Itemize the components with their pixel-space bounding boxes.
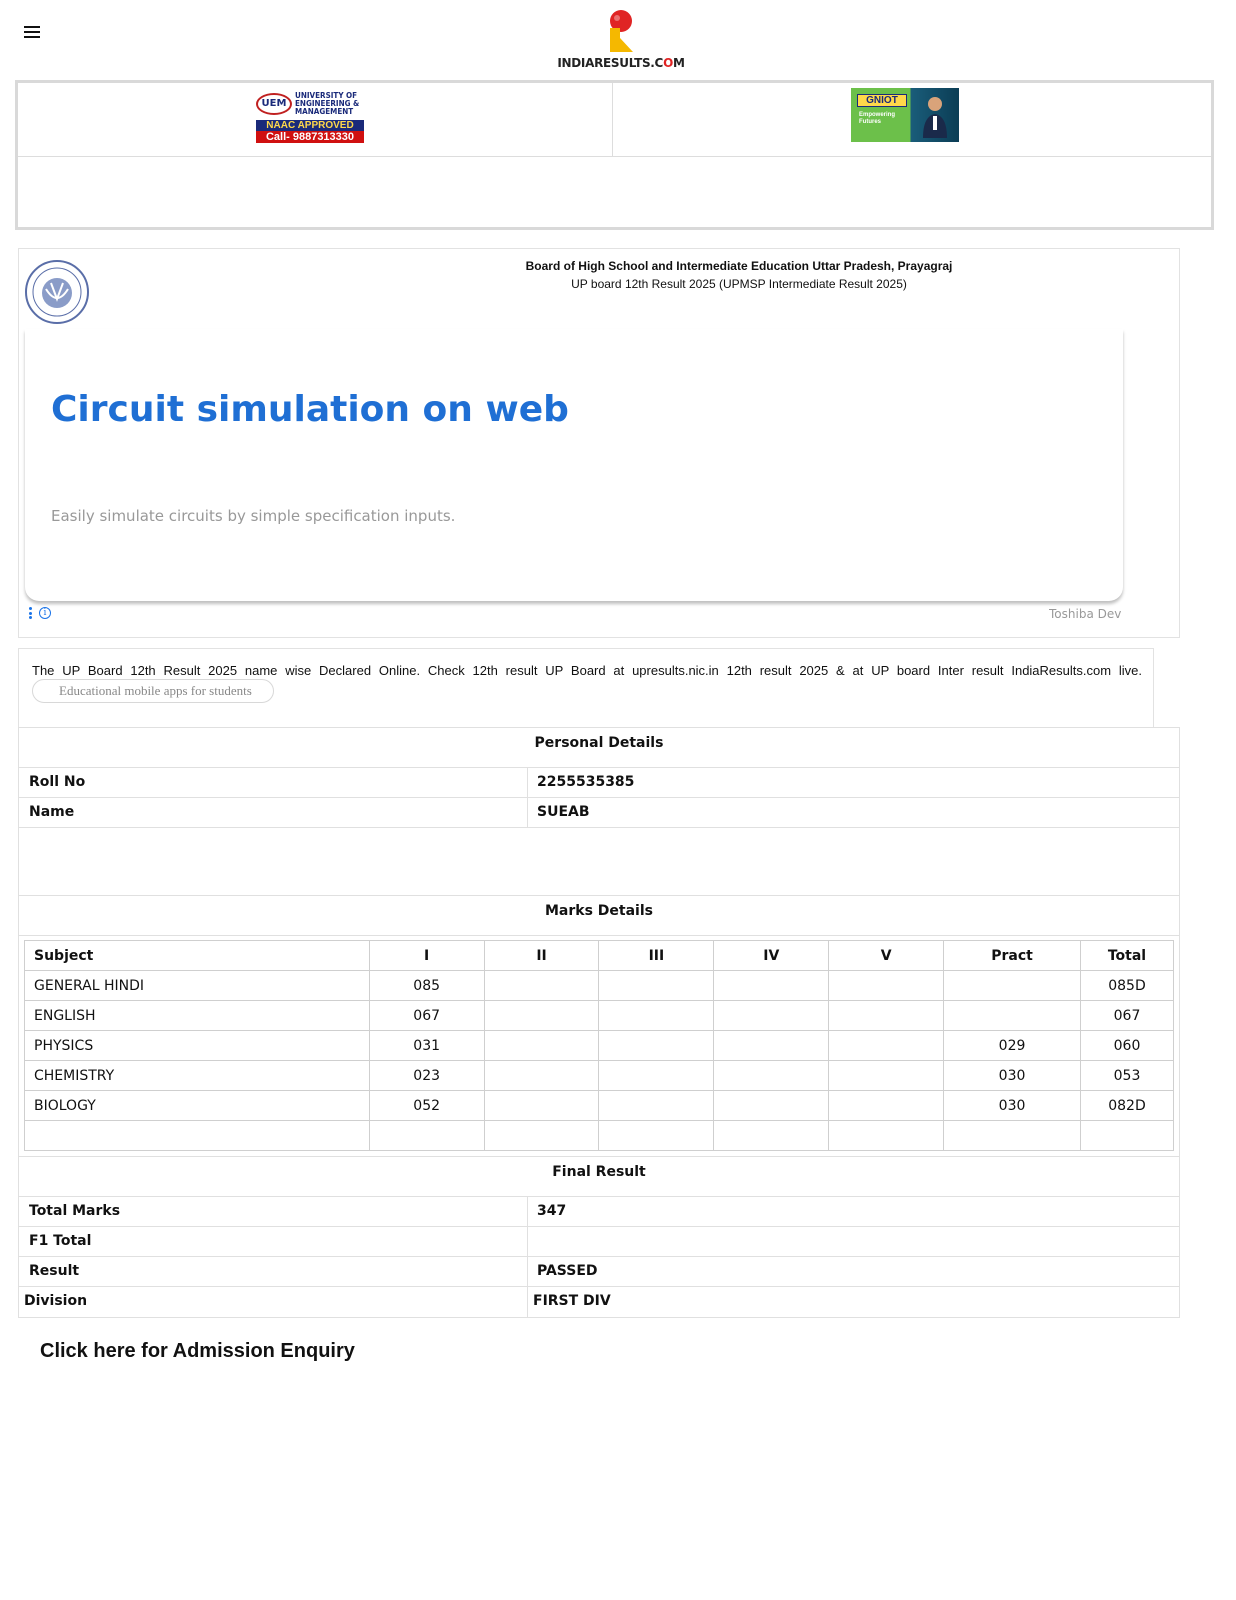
gniot-banner-ad[interactable] <box>851 88 959 142</box>
result-row <box>19 1257 1179 1287</box>
name-label: Name <box>19 798 528 828</box>
mark-cell <box>829 1001 944 1031</box>
table-row <box>25 1091 1174 1121</box>
mark-cell <box>829 1091 944 1121</box>
hamburger-menu-icon[interactable] <box>24 26 40 40</box>
mark-cell <box>714 971 829 1001</box>
person-icon <box>921 94 949 138</box>
ad-cell-left <box>18 83 613 157</box>
result-subtitle: UP board 12th Result 2025 (UPMSP Intermediate Result 2025) <box>571 277 907 291</box>
name-row <box>19 798 1179 828</box>
mark-cell <box>484 1031 599 1061</box>
mark-cell <box>484 1001 599 1031</box>
sponsored-ad-card[interactable] <box>25 329 1123 601</box>
col-total: Total <box>1080 941 1173 971</box>
indiaresults-logo[interactable] <box>556 8 686 74</box>
total-cell: 060 <box>1080 1031 1173 1061</box>
total-cell: 067 <box>1080 1001 1173 1031</box>
roll-value: 2255535385 <box>537 774 635 790</box>
mark-cell: 031 <box>369 1031 484 1061</box>
f1-total-value <box>528 1227 1179 1256</box>
result-panel <box>18 248 1180 638</box>
pract-cell <box>944 1001 1081 1031</box>
mark-cell <box>829 1121 944 1151</box>
marks-table <box>24 940 1174 1151</box>
ad-cell-right <box>613 83 1211 157</box>
ad-description: Easily simulate circuits by simple specification inputs. <box>51 507 456 525</box>
marks-header-row <box>25 941 1174 971</box>
mark-cell <box>829 1061 944 1091</box>
mark-cell <box>714 1061 829 1091</box>
section-heading: Personal Details <box>19 728 1179 768</box>
division-value: FIRST DIV <box>533 1293 611 1309</box>
total-cell: 053 <box>1080 1061 1173 1091</box>
col-iii: III <box>599 941 714 971</box>
mark-cell <box>369 1121 484 1151</box>
gniot-tag: GNIOT <box>857 94 907 107</box>
personal-details-table <box>18 727 1180 828</box>
uem-badge: UEM <box>256 93 292 115</box>
total-cell <box>1080 1121 1173 1151</box>
intro-box <box>18 648 1154 728</box>
subject-cell <box>25 1121 370 1151</box>
pract-cell <box>944 1121 1081 1151</box>
kebab-menu-icon[interactable] <box>29 607 33 619</box>
mark-cell <box>599 971 714 1001</box>
mark-cell <box>484 1121 599 1151</box>
admission-enquiry-link[interactable]: Click here for Admission Enquiry <box>40 1340 355 1362</box>
logo-wordmark: INDIARESULTS.COM <box>557 56 685 70</box>
uem-naac: NAAC APPROVED <box>256 120 364 131</box>
roll-row <box>19 768 1179 798</box>
division-label: Division <box>19 1287 528 1317</box>
spacer-row <box>18 828 1180 896</box>
mark-cell <box>714 1031 829 1061</box>
col-ii: II <box>484 941 599 971</box>
uem-call: Call- 9887313330 <box>256 131 364 143</box>
mark-cell <box>829 1031 944 1061</box>
mark-cell <box>599 1121 714 1151</box>
mark-cell <box>484 1061 599 1091</box>
mark-cell <box>714 1121 829 1151</box>
section-heading: Marks Details <box>19 896 1179 936</box>
pract-cell: 029 <box>944 1031 1081 1061</box>
table-row <box>25 1061 1174 1091</box>
mark-cell <box>599 1001 714 1031</box>
related-search-chip[interactable]: Educational mobile apps for students <box>32 679 274 703</box>
total-cell: 082D <box>1080 1091 1173 1121</box>
total-cell: 085D <box>1080 971 1173 1001</box>
mark-cell <box>714 1091 829 1121</box>
mark-cell <box>599 1091 714 1121</box>
table-row-empty <box>25 1121 1174 1151</box>
subject-cell: GENERAL HINDI <box>25 971 370 1001</box>
pract-cell: 030 <box>944 1091 1081 1121</box>
board-title: Board of High School and Intermediate Education Uttar Pradesh, Prayagraj <box>525 259 953 273</box>
mark-cell <box>599 1031 714 1061</box>
f1-total-row <box>19 1227 1179 1257</box>
division-row <box>19 1287 1179 1317</box>
total-marks-row <box>19 1197 1179 1227</box>
gniot-tagline: Empowering Futures <box>859 112 896 125</box>
logo-mark-icon <box>601 8 641 54</box>
mark-cell: 067 <box>369 1001 484 1031</box>
mark-cell <box>484 1091 599 1121</box>
f1-total-label: F1 Total <box>19 1227 528 1256</box>
pract-cell <box>944 971 1081 1001</box>
table-row <box>25 1001 1174 1031</box>
banner-ad-frame <box>15 80 1214 230</box>
total-marks-label: Total Marks <box>19 1197 528 1226</box>
info-icon[interactable]: i <box>39 607 51 619</box>
section-heading: Final Result <box>19 1157 1179 1197</box>
col-v: V <box>829 941 944 971</box>
mark-cell: 023 <box>369 1061 484 1091</box>
col-i: I <box>369 941 484 971</box>
mark-cell <box>714 1001 829 1031</box>
mark-cell <box>599 1061 714 1091</box>
table-row <box>25 971 1174 1001</box>
mark-cell <box>829 971 944 1001</box>
mark-cell: 052 <box>369 1091 484 1121</box>
final-result-table <box>18 1156 1180 1318</box>
subject-cell: PHYSICS <box>25 1031 370 1061</box>
col-iv: IV <box>714 941 829 971</box>
mark-cell: 085 <box>369 971 484 1001</box>
col-subject: Subject <box>25 941 370 971</box>
result-label: Result <box>19 1257 528 1286</box>
total-marks-value: 347 <box>537 1203 567 1219</box>
ad-options <box>29 607 51 619</box>
intro-text: The UP Board 12th Result 2025 name wise Declared Online. Check 12th result UP Board at upresults.nic.in 12th result 2025 & at UP board Inter result IndiaResults.com live. <box>32 663 1142 678</box>
subject-cell: ENGLISH <box>25 1001 370 1031</box>
subject-cell: BIOLOGY <box>25 1091 370 1121</box>
up-board-seal-icon <box>24 259 90 325</box>
subject-cell: CHEMISTRY <box>25 1061 370 1091</box>
name-value: SUEAB <box>537 804 590 820</box>
uem-banner-ad[interactable] <box>256 88 364 142</box>
roll-label: Roll No <box>19 768 528 797</box>
table-row <box>25 1031 1174 1061</box>
pract-cell: 030 <box>944 1061 1081 1091</box>
uem-name: UNIVERSITY OF ENGINEERING & MANAGEMENT <box>295 91 360 116</box>
result-value: PASSED <box>537 1263 598 1279</box>
mark-cell <box>484 971 599 1001</box>
advertiser-name[interactable]: Toshiba Dev <box>1049 607 1121 621</box>
col-pract: Pract <box>944 941 1081 971</box>
ad-headline[interactable]: Circuit simulation on web <box>51 389 569 430</box>
